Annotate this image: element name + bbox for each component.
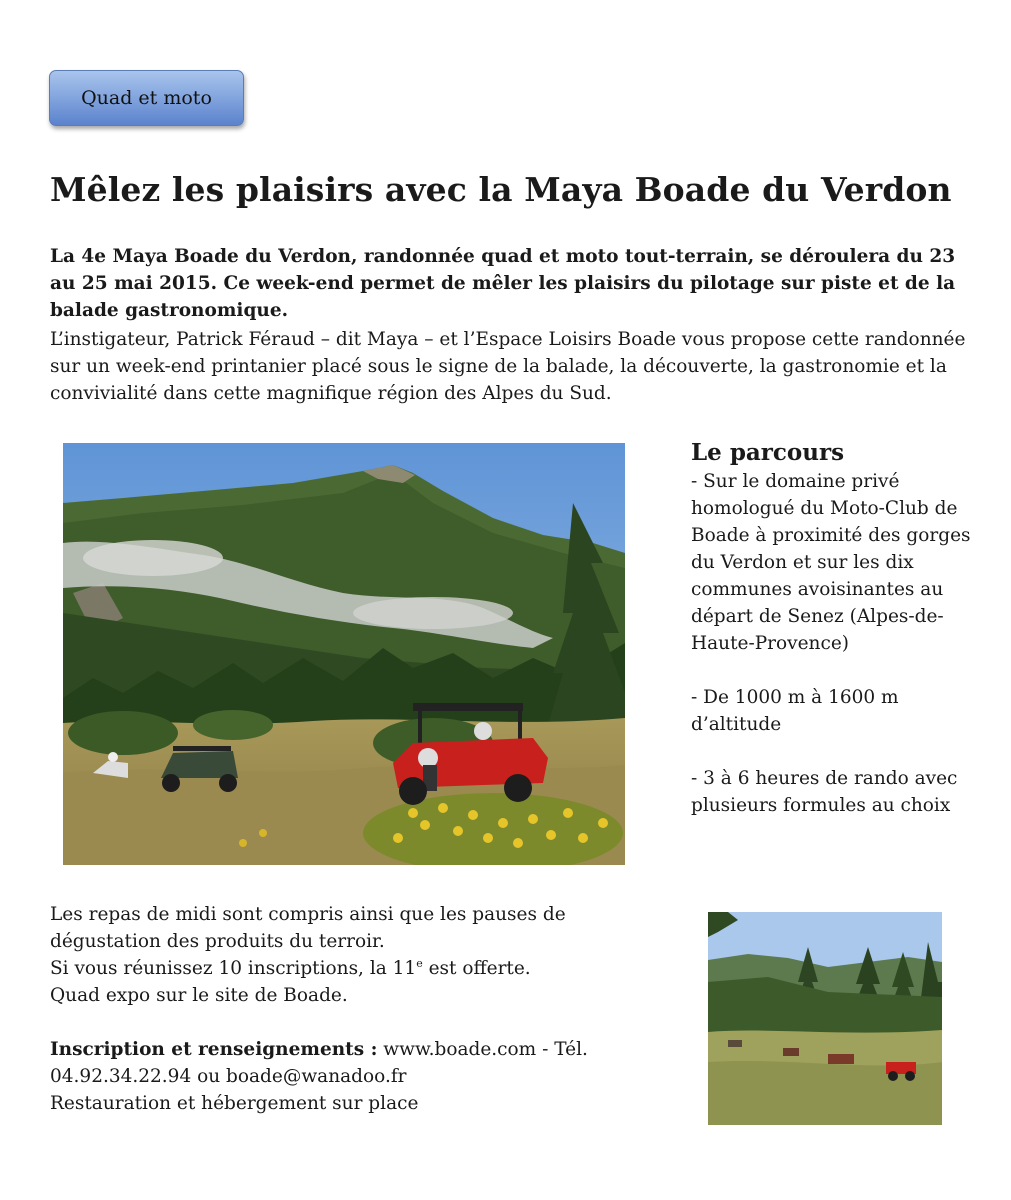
meals-text: Les repas de midi sont compris ainsi que les pauses de dégustation des produits du terroir. <box>50 904 566 952</box>
quad-expo-text: Quad expo sur le site de Boade. <box>50 985 348 1006</box>
mountain-quad-photo <box>63 443 625 865</box>
parcours-section <box>691 438 981 846</box>
intro-paragraph: L’instigateur, Patrick Féraud – dit Maya – et l’Espace Loisirs Boade vous propose cette randonnée sur un week-end printanier placé sous le signe de la balade, la découverte, la gastronomie et la convivialité dans cette magnifique région des Alpes du Sud. <box>50 329 966 404</box>
parcours-item: - De 1000 m à 1600 m d’altitude <box>691 687 899 735</box>
lead-paragraph: La 4e Maya Boade du Verdon, randonnée quad et moto tout-terrain, se déroulera du 23 au 25 mai 2015. Ce week-end permet de mêler les plaisirs du pilotage sur piste et de la balade gastronomique. <box>50 246 956 321</box>
parcours-item: - Sur le domaine privé homologué du Moto-Club de Boade à proximité des gorges du Verdon et sur les dix communes avoisinantes au départ de Senez (Alpes-de-Haute-Provence) <box>691 471 971 654</box>
forest-quads-photo <box>708 912 942 1125</box>
parcours-heading: Le parcours <box>691 439 845 466</box>
parcours-item: - 3 à 6 heures de rando avec plusieurs formules au choix <box>691 768 958 816</box>
page-title: Mêlez les plaisirs avec la Maya Boade du Verdon <box>50 170 952 209</box>
practical-info <box>50 901 650 1117</box>
contact-label: Inscription et renseignements : <box>50 1039 378 1060</box>
offer-text: Si vous réunissez 10 inscriptions, la 11e est offerte. <box>50 956 531 979</box>
contact-text: Inscription et renseignements : www.boade.com - Tél. 04.92.34.22.94 ou boade@wanadoo.fr <box>50 1039 588 1087</box>
category-button[interactable]: Quad et moto <box>49 70 244 126</box>
lodging-text: Restauration et hébergement sur place <box>50 1093 419 1114</box>
